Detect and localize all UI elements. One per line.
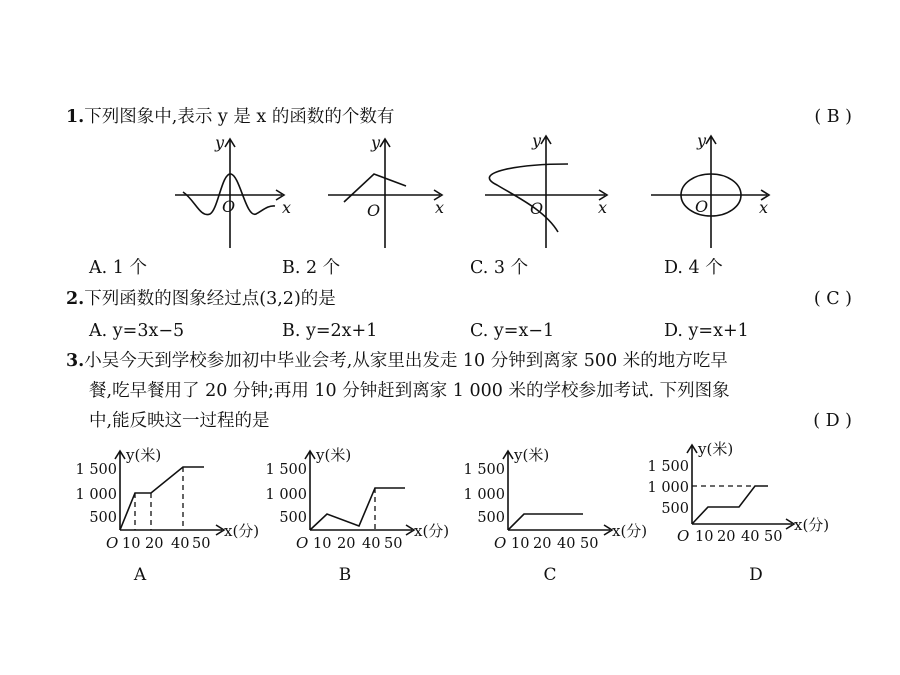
q3-b-ytick-500: 500 <box>279 510 307 526</box>
q2-number: 2. <box>66 289 85 309</box>
q1-option-d: D. 4 个 <box>664 258 723 278</box>
q3-a-xlabel: x(分) <box>224 522 260 540</box>
q3-c-ylabel: y(米) <box>514 446 550 464</box>
q3-graph-a-label: A <box>133 565 147 585</box>
q1-b-x: x <box>435 198 445 217</box>
q3-a-curve <box>120 467 204 530</box>
q1-text: 下列图象中,表示 y 是 x 的函数的个数有 <box>84 107 395 127</box>
q3-d-xtick-10: 10 <box>695 529 714 545</box>
q3-d-origin: O <box>677 527 690 545</box>
q3-d-xtick-20: 20 <box>717 529 736 545</box>
q3-d-ytick-1500: 1 500 <box>647 459 689 475</box>
q1-option-a: A. 1 个 <box>89 258 147 278</box>
q3-graph-d-label: D <box>749 565 763 585</box>
q3-graph-c <box>463 446 647 552</box>
q1-b-origin: O <box>367 201 381 220</box>
q1-number: 1. <box>66 107 85 127</box>
q3-b-ylabel: y(米) <box>316 446 352 464</box>
q3-graph-c-label: C <box>543 565 557 585</box>
q3-a-xtick-20: 20 <box>145 536 164 552</box>
q2-answer: ( C ) <box>813 289 852 309</box>
q1-answer: ( B ) <box>814 107 852 127</box>
q3-b-xtick-10: 10 <box>313 536 332 552</box>
q3-c-xtick-20: 20 <box>533 536 552 552</box>
q3-d-curve <box>692 486 768 524</box>
q3-c-xtick-40: 40 <box>557 536 576 552</box>
q3-d-xtick-50: 50 <box>764 529 783 545</box>
q3-c-xtick-50: 50 <box>580 536 599 552</box>
q3-a-xtick-40: 40 <box>171 536 190 552</box>
q3-a-ytick-1000: 1 000 <box>75 487 117 503</box>
q3-c-ytick-500: 500 <box>477 510 505 526</box>
q3-b-origin: O <box>296 534 309 552</box>
q2-option-b: B. y=2x+1 <box>282 321 378 341</box>
q3-b-ytick-1500: 1 500 <box>265 462 307 478</box>
q1-b-y: y <box>371 133 381 152</box>
q1-c-y: y <box>532 131 542 150</box>
q3-c-curve <box>508 514 583 530</box>
q3-d-ytick-1000: 1 000 <box>647 480 689 496</box>
q3-number: 3. <box>66 351 85 371</box>
q2-option-c: C. y=x−1 <box>470 321 555 341</box>
q3-b-curve <box>310 488 405 530</box>
q3-c-ytick-1500: 1 500 <box>463 462 505 478</box>
q3-stem-line3: 中,能反映这一过程的是 <box>89 411 270 431</box>
q3-a-origin: O <box>106 534 119 552</box>
q3-d-xtick-40: 40 <box>741 529 760 545</box>
q3-d-ytick-500: 500 <box>661 501 689 517</box>
q1-d-origin: O <box>695 197 709 216</box>
q1-a-x: x <box>282 198 292 217</box>
q1-a-y: y <box>215 133 225 152</box>
q3-graph-b-label: B <box>338 565 352 585</box>
q3-d-ylabel: y(米) <box>698 440 734 458</box>
q3-answer: ( D ) <box>813 411 852 431</box>
q3-text-line1: 小吴今天到学校参加初中毕业会考,从家里出发走 10 分钟到离家 500 米的地方吃早 <box>84 351 728 371</box>
q3-c-ytick-1000: 1 000 <box>463 487 505 503</box>
q3-b-xtick-50: 50 <box>384 536 403 552</box>
q1-d-y: y <box>697 131 707 150</box>
q3-a-ytick-1500: 1 500 <box>75 462 117 478</box>
q1-c-x: x <box>598 198 608 217</box>
q3-stem-line2: 餐,吃早餐用了 20 分钟;再用 10 分钟赶到离家 1 000 米的学校参加考试. 下列图象 <box>89 381 730 401</box>
q2-option-d: D. y=x+1 <box>664 321 749 341</box>
q1-a-origin: O <box>222 197 236 216</box>
q3-c-xtick-10: 10 <box>511 536 530 552</box>
q3-a-ylabel: y(米) <box>126 446 162 464</box>
q3-b-ytick-1000: 1 000 <box>265 487 307 503</box>
q1-c-origin: O <box>530 199 544 218</box>
q3-graph-a <box>75 446 259 552</box>
q3-graph-d <box>647 440 829 545</box>
q3-b-xtick-40: 40 <box>362 536 381 552</box>
q3-c-xlabel: x(分) <box>612 522 648 540</box>
q3-c-origin: O <box>494 534 507 552</box>
q3-a-ytick-500: 500 <box>89 510 117 526</box>
q2-option-a: A. y=3x−5 <box>89 321 185 341</box>
q3-a-xtick-10: 10 <box>122 536 141 552</box>
q3-graph-b <box>265 446 449 552</box>
q3-b-xlabel: x(分) <box>414 522 450 540</box>
q3-d-xlabel: x(分) <box>794 516 830 534</box>
q1-option-c: C. 3 个 <box>470 258 529 278</box>
q1-d-x: x <box>759 198 769 217</box>
q1-option-b: B. 2 个 <box>282 258 341 278</box>
q3-b-xtick-20: 20 <box>337 536 356 552</box>
q3-a-xtick-50: 50 <box>192 536 211 552</box>
q2-text: 下列函数的图象经过点(3,2)的是 <box>84 289 336 309</box>
